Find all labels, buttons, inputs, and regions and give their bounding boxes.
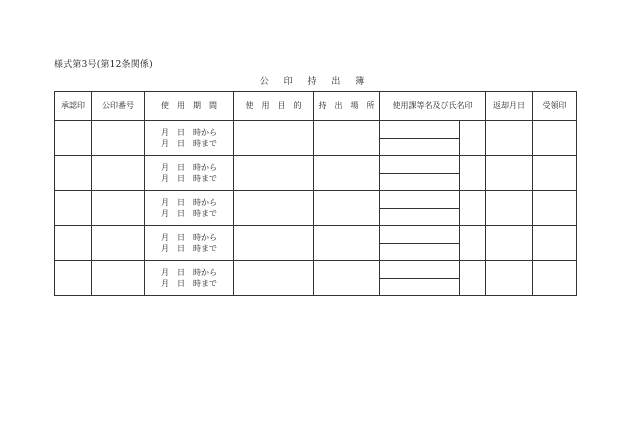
period-from-text: 月 日 時から bbox=[161, 233, 217, 242]
user-dept-cell[interactable] bbox=[380, 226, 460, 244]
period-from-text: 月 日 時から bbox=[161, 128, 217, 137]
header-user-dept-name-seal: 使用課等名及び氏名印 bbox=[380, 92, 486, 121]
approval-seal-cell[interactable] bbox=[55, 191, 92, 226]
user-seal-cell[interactable] bbox=[460, 261, 486, 296]
header-return-date: 返却月日 bbox=[486, 92, 533, 121]
seal-number-cell[interactable] bbox=[92, 226, 145, 261]
seal-number-cell[interactable] bbox=[92, 121, 145, 156]
user-dept-cell[interactable] bbox=[380, 156, 460, 174]
destination-cell[interactable] bbox=[314, 156, 380, 191]
usage-purpose-cell[interactable] bbox=[234, 191, 314, 226]
usage-period-cell[interactable] bbox=[145, 121, 234, 156]
header-approval-seal: 承認印 bbox=[55, 92, 92, 121]
usage-purpose-cell[interactable] bbox=[234, 156, 314, 191]
approval-seal-cell[interactable] bbox=[55, 156, 92, 191]
user-dept-cell[interactable] bbox=[380, 191, 460, 209]
destination-cell[interactable] bbox=[314, 121, 380, 156]
return-date-cell[interactable] bbox=[486, 261, 533, 296]
return-date-cell[interactable] bbox=[486, 156, 533, 191]
receipt-seal-cell[interactable] bbox=[533, 121, 577, 156]
return-date-cell[interactable] bbox=[486, 226, 533, 261]
user-seal-cell[interactable] bbox=[460, 156, 486, 191]
usage-period-lines bbox=[145, 233, 233, 253]
form-number-label: 様式第3号(第12条関係) bbox=[54, 60, 153, 70]
period-from-text: 月 日 時から bbox=[161, 163, 217, 172]
destination-cell[interactable] bbox=[314, 226, 380, 261]
header-destination: 持 出 場 所 bbox=[314, 92, 380, 121]
user-name-cell[interactable] bbox=[380, 208, 460, 226]
return-date-cell[interactable] bbox=[486, 121, 533, 156]
return-date-cell[interactable] bbox=[486, 191, 533, 226]
usage-period-cell[interactable] bbox=[145, 156, 234, 191]
usage-purpose-cell[interactable] bbox=[234, 226, 314, 261]
user-seal-cell[interactable] bbox=[460, 191, 486, 226]
table-row bbox=[55, 121, 577, 139]
usage-period-cell[interactable] bbox=[145, 191, 234, 226]
table-row bbox=[55, 191, 577, 209]
header-row bbox=[55, 92, 577, 121]
period-to-text: 月 日 時まで bbox=[161, 208, 217, 218]
receipt-seal-cell[interactable] bbox=[533, 191, 577, 226]
user-name-cell[interactable] bbox=[380, 173, 460, 191]
approval-seal-cell[interactable] bbox=[55, 121, 92, 156]
user-seal-cell[interactable] bbox=[460, 121, 486, 156]
table-row bbox=[55, 156, 577, 174]
header-receipt-seal: 受領印 bbox=[533, 92, 577, 121]
usage-period-cell[interactable] bbox=[145, 226, 234, 261]
seal-number-cell[interactable] bbox=[92, 191, 145, 226]
period-to-text: 月 日 時まで bbox=[161, 173, 217, 183]
usage-period-lines bbox=[145, 268, 233, 288]
usage-period-lines bbox=[145, 163, 233, 183]
user-dept-cell[interactable] bbox=[380, 261, 460, 279]
usage-period-cell[interactable] bbox=[145, 261, 234, 296]
user-seal-cell[interactable] bbox=[460, 226, 486, 261]
ledger-body bbox=[55, 121, 577, 296]
seal-checkout-ledger bbox=[54, 91, 577, 296]
period-from-text: 月 日 時から bbox=[161, 198, 217, 207]
destination-cell[interactable] bbox=[314, 261, 380, 296]
user-dept-cell[interactable] bbox=[380, 121, 460, 139]
period-to-text: 月 日 時まで bbox=[161, 278, 217, 288]
table-row bbox=[55, 261, 577, 279]
header-usage-period: 使 用 期 間 bbox=[145, 92, 234, 121]
user-name-cell[interactable] bbox=[380, 138, 460, 156]
approval-seal-cell[interactable] bbox=[55, 226, 92, 261]
period-from-text: 月 日 時から bbox=[161, 268, 217, 277]
document-title: 公 印 持 出 簿 bbox=[259, 77, 371, 87]
header-seal-number: 公印番号 bbox=[92, 92, 145, 121]
usage-period-lines bbox=[145, 198, 233, 218]
period-to-text: 月 日 時まで bbox=[161, 138, 217, 148]
seal-number-cell[interactable] bbox=[92, 261, 145, 296]
usage-purpose-cell[interactable] bbox=[234, 261, 314, 296]
destination-cell[interactable] bbox=[314, 191, 380, 226]
receipt-seal-cell[interactable] bbox=[533, 261, 577, 296]
usage-period-lines bbox=[145, 128, 233, 148]
period-to-text: 月 日 時まで bbox=[161, 243, 217, 253]
usage-purpose-cell[interactable] bbox=[234, 121, 314, 156]
table-row bbox=[55, 226, 577, 244]
receipt-seal-cell[interactable] bbox=[533, 226, 577, 261]
receipt-seal-cell[interactable] bbox=[533, 156, 577, 191]
header-usage-purpose: 使 用 目 的 bbox=[234, 92, 314, 121]
user-name-cell[interactable] bbox=[380, 243, 460, 261]
seal-number-cell[interactable] bbox=[92, 156, 145, 191]
user-name-cell[interactable] bbox=[380, 278, 460, 296]
approval-seal-cell[interactable] bbox=[55, 261, 92, 296]
